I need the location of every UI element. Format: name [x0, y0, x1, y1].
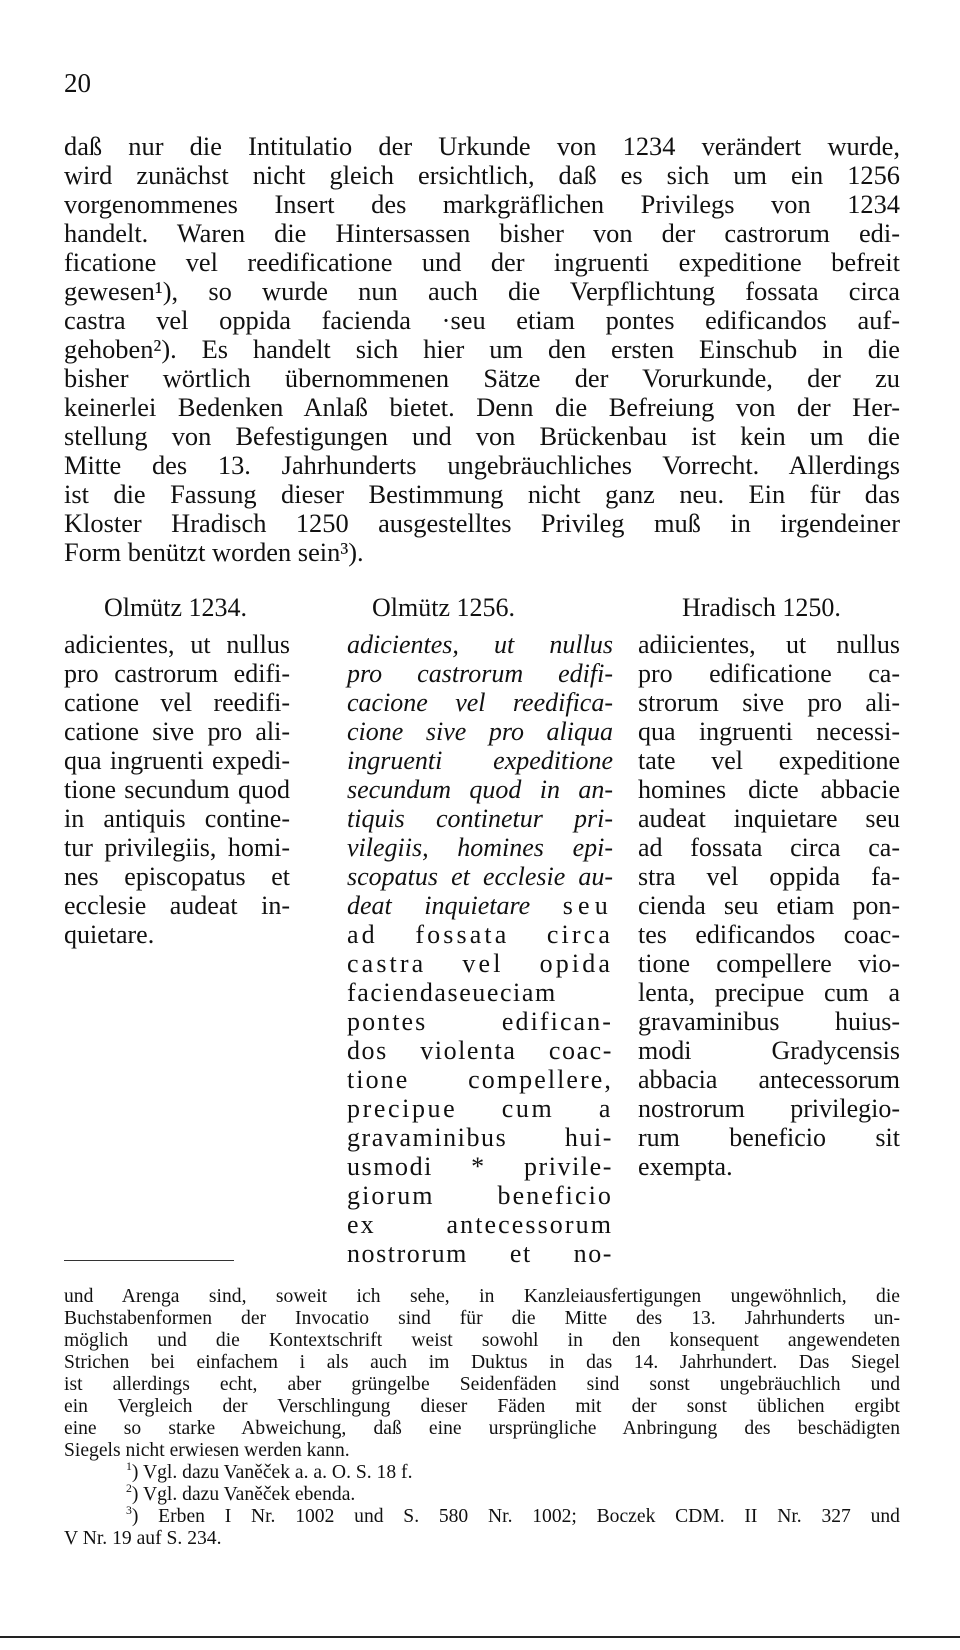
column-line: tes edificandos coac- — [638, 920, 900, 949]
footnote-line: Strichen bei einfachem i als auch im Duktus in das 14. Jahrhundert. Das Siegel — [64, 1352, 900, 1373]
footnotes — [64, 1286, 900, 1550]
column-line: nes episcopatus et — [64, 862, 290, 891]
column-line: lenta, precipue cum a — [638, 978, 900, 1007]
column-line: catione vel reedifi- — [64, 688, 290, 717]
column-line: cacione vel reedifica- — [347, 688, 613, 717]
body-line: bisher wörtlich übernommenen Sätze der Vorurkunde, der zu — [64, 363, 900, 393]
column-heading-olmuetz-1234: Olmütz 1234. — [104, 593, 247, 622]
body-line: Form benützt worden sein³). — [64, 537, 364, 567]
column-line: tione compellere vio- — [638, 949, 900, 978]
column-line: tione compellere, — [347, 1065, 613, 1094]
column-line: gravaminibus huius- — [638, 1007, 900, 1036]
footnote-line: möglich und die Kontextschrift weist sowohl in den konsequent angewendeten — [64, 1330, 900, 1351]
column-line: tiquis continetur pri- — [347, 804, 613, 833]
column-line: nostrorum privilegio- — [638, 1094, 900, 1123]
footnote-line: Siegels nicht erwiesen werden kann. — [64, 1440, 350, 1461]
column-line: qua ingruenti necessi- — [638, 717, 900, 746]
footnote-1: $^1$) Vgl. dazu Vaněček a. a. O. S. 18 f. — [126, 1459, 413, 1483]
column-line: castra vel opida — [347, 949, 613, 978]
body-line: gehoben²). Es handelt sich hier um den ersten Einschub in die — [64, 334, 900, 364]
column-olmuetz-1256 — [347, 630, 613, 1268]
body-line: keinerlei Bedenken Anlaß bietet. Denn die Befreiung von der Her- — [64, 392, 900, 422]
column-line: faciendaseueciam — [347, 978, 557, 1007]
column-line: ecclesie audeat in- — [64, 891, 290, 920]
column-heading-hradisch-1250: Hradisch 1250. — [682, 593, 841, 622]
page-number: 20 — [64, 68, 91, 98]
column-line: tate vel expeditione — [638, 746, 900, 775]
body-line: daß nur die Intitulatio der Urkunde von 1234 verändert wurde, — [64, 131, 900, 161]
footnote-line: eine so starke Abweichung, daß eine ursprüngliche Anbringung des beschädigten — [64, 1418, 900, 1439]
column-line: cienda seu etiam pon- — [638, 891, 900, 920]
footnote-text: Vgl. dazu Vaněček ebenda. — [142, 1484, 356, 1505]
body-line: gewesen¹), so wurde nun auch die Verpflichtung fossata circa — [64, 276, 900, 306]
column-line: precipue cum a — [347, 1094, 613, 1123]
footnote-marker: 3 — [126, 1503, 132, 1517]
column-line: scopatus et ecclesie au- — [347, 862, 613, 891]
column-line: ingruenti expeditione — [347, 746, 613, 775]
column-line: abbacia antecessorum — [638, 1065, 900, 1094]
footnote-2: $^2$) Vgl. dazu Vaněček ebenda. — [126, 1481, 356, 1505]
column-line: stra vel oppida fa- — [638, 862, 900, 891]
column-line: giorum beneficio — [347, 1181, 613, 1210]
column-hradisch-1250 — [638, 630, 900, 1181]
column-line: gravaminibus hui- — [347, 1123, 613, 1152]
column-line: catione sive pro ali- — [64, 717, 290, 746]
column-line-mixed — [347, 891, 613, 920]
column-line: cione sive pro aliqua — [347, 717, 613, 746]
footnote-text: Erben I Nr. 1002 und S. 580 Nr. 1002; Boczek CDM. II Nr. 327 und — [158, 1506, 900, 1527]
footnote-line: Buchstabenformen der Invocatio sind für die Mitte des 13. Jahrhunderts un- — [64, 1308, 900, 1329]
column-line: ad fossata circa ca- — [638, 833, 900, 862]
column-line: vilegiis, homines epi- — [347, 833, 613, 862]
footnote-text: Vgl. dazu Vaněček a. a. O. S. 18 f. — [142, 1462, 413, 1483]
footnote-separator — [64, 1260, 234, 1261]
footnote-line: ein Vergleich der Verschlingung dieser Fäden mit der sonst üblichen ergibt — [64, 1396, 900, 1417]
body-line: vorgenommenes Insert des markgräflichen Privilegs von 1234 — [64, 189, 900, 219]
column-line: secundum quod in an- — [347, 775, 613, 804]
body-line: Mitte des 13. Jahrhunderts ungebräuchliches Vorrecht. Allerdings — [64, 450, 900, 480]
column-line: modi Gradycensis — [638, 1036, 900, 1065]
column-line: ex antecessorum — [347, 1210, 613, 1239]
column-line: pontes edifican- — [347, 1007, 613, 1036]
footnote-marker: 1 — [126, 1459, 132, 1473]
column-line: usmodi * privile- — [347, 1152, 613, 1181]
footnote-line: und Arenga sind, soweit ich sehe, in Kanzleiausfertigungen ungewöhnlich, die — [64, 1286, 900, 1307]
body-line: handelt. Waren die Hintersassen bisher von der castrorum edi- — [64, 218, 900, 248]
column-heading-olmuetz-1256: Olmütz 1256. — [372, 593, 515, 622]
column-line: nostrorum et no- — [347, 1239, 613, 1268]
column-olmuetz-1234 — [64, 630, 290, 949]
column-line: exempta. — [638, 1152, 733, 1181]
column-line: dos violenta coac- — [347, 1036, 613, 1065]
body-line: ficatione vel reedificatione und der ingruenti expeditione befreit — [64, 247, 900, 277]
column-line: homines dicte abbacie — [638, 775, 900, 804]
column-line: pro edificatione ca- — [638, 659, 900, 688]
column-line: rum beneficio sit — [638, 1123, 900, 1152]
column-line: pro castrorum edifi- — [347, 659, 613, 688]
column-line: adicientes, ut nullus — [347, 630, 613, 659]
body-line: ist die Fassung dieser Bestimmung nicht ganz neu. Ein für das — [64, 479, 900, 509]
column-line: tione secundum quod — [64, 775, 290, 804]
body-line: castra vel oppida facienda ·seu etiam pontes edificandos auf- — [64, 305, 900, 335]
footnote-3-continuation: V Nr. 19 auf S. 234. — [64, 1528, 222, 1549]
column-line: in antiquis contine- — [64, 804, 290, 833]
column-line: ad fossata circa — [347, 920, 613, 949]
body-paragraph — [64, 132, 900, 567]
footnote-3: $^3$) Erben I Nr. 1002 und S. 580 Nr. 1002; Boczek CDM. II Nr. 327 und — [126, 1503, 900, 1527]
footnote-line: ist allerdings echt, aber grüngelbe Seidenfäden sind sonst ungebräuchlich und — [64, 1374, 900, 1395]
column-line: audeat inquietare seu — [638, 804, 900, 833]
body-line: wird zunächst nicht gleich ersichtlich, daß es sich um ein 1256 — [64, 160, 900, 190]
column-line: qua ingruenti expedi- — [64, 746, 290, 775]
page-bottom-edge — [0, 1636, 960, 1638]
column-line: adicientes, ut nullus — [64, 630, 290, 659]
column-line: quietare. — [64, 920, 155, 949]
column-line: strorum sive pro ali- — [638, 688, 900, 717]
column-line-italic-part: deat inquietare — [347, 891, 531, 920]
column-line: tur privilegiis, homi- — [64, 833, 290, 862]
footnote-marker: 2 — [126, 1481, 132, 1495]
column-line: pro castrorum edifi- — [64, 659, 290, 688]
column-line: adiicientes, ut nullus — [638, 630, 900, 659]
body-line: Kloster Hradisch 1250 ausgestelltes Privileg muß in irgendeiner — [64, 508, 900, 538]
body-line: stellung von Befestigungen und von Brückenbau ist kein um die — [64, 421, 900, 451]
column-line-spaced-part: seu — [562, 891, 613, 920]
